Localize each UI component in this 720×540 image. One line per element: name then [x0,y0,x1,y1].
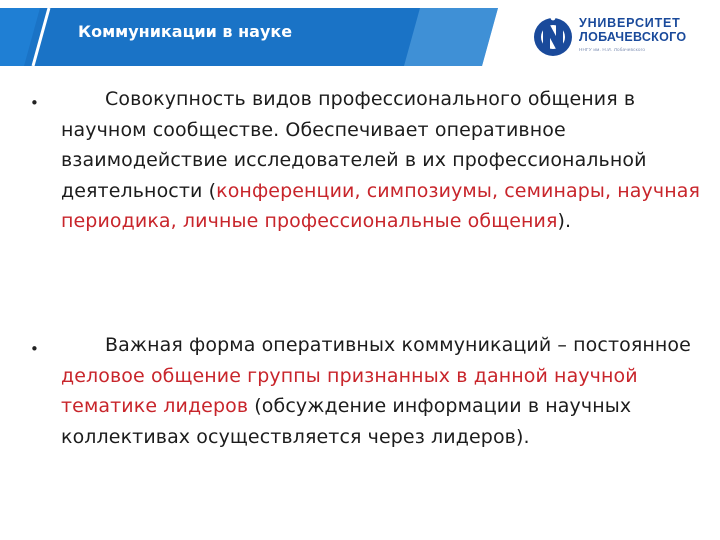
logo-text-line1: УНИВЕРСИТЕТ [579,16,681,30]
bullet-1-tail: ). [557,210,572,232]
logo-text-line2: ЛОБАЧЕВСКОГО [579,30,687,44]
bullet-paragraph-2 [61,330,711,452]
bullet-marker: • [30,340,39,358]
university-logo-icon [531,15,575,59]
page-title: Коммуникации в науке [78,22,293,41]
bullet-paragraph-1 [61,84,711,237]
bullet-1-highlight: конференции, симпозиумы, семинары, научная периодика, личные профессиональные общения [61,179,701,232]
bullet-2-text: Важная форма оперативных коммуникаций – постоянное [105,334,691,356]
bullet-2-tail: (обсуждение информации в научных коллективах осуществляется через лидеров). [61,395,632,448]
bullet-2-highlight: деловое общение группы признанных в данной научной тематике лидеров [61,364,638,417]
bullet-marker: • [30,94,39,112]
bullet-1-text: Совокупность видов профессионального общения в научном сообществе. Обеспечивает оперативное взаимодействие исследователей в их профессиональной деятельности ( [61,88,647,202]
university-logo [531,15,711,59]
logo-text-line3: ННГУ им. Н.И. Лобачевского [579,47,646,52]
